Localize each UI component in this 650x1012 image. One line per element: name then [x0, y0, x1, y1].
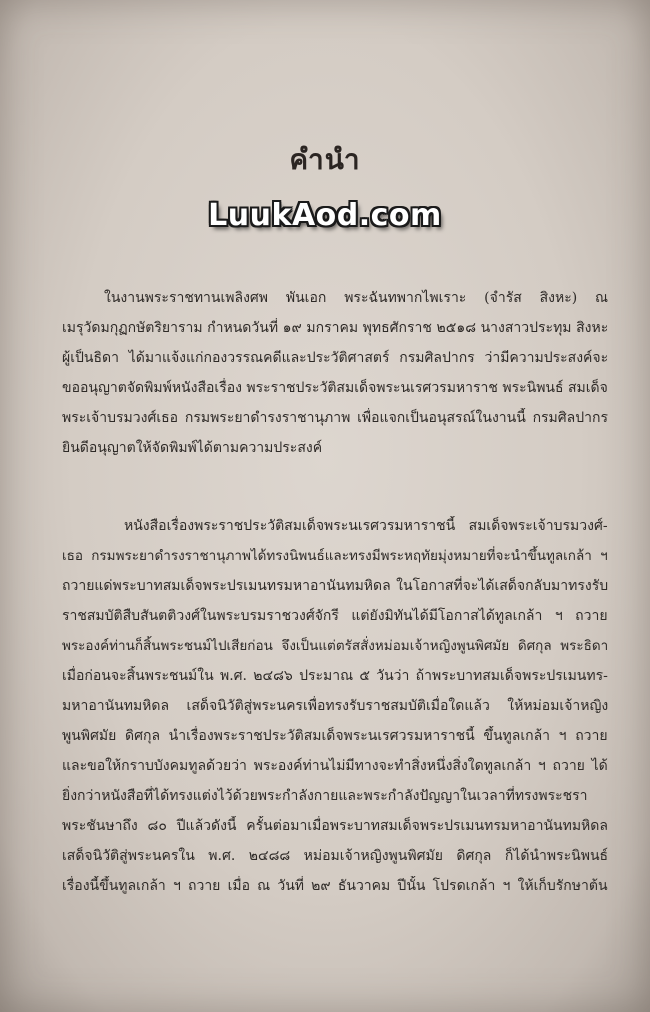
- paragraph-line: เรื่องนี้ขึ้นทูลเกล้า ฯ ถวาย เมื่อ ณ วันที่ ๒๙ ธันวาคม ปีนั้น โปรดเกล้า ฯ ให้เก็บรักษาต้น: [62, 878, 608, 894]
- paragraph-line: พระชันษาถึง ๘๐ ปีแล้วดังนี้ ครั้นต่อมาเมื่อพระบาทสมเด็จพระปรเมนทรมหาอานันทมหิดล: [62, 818, 608, 834]
- paragraph-line: หนังสือเรื่องพระราชประวัติสมเด็จพระนเรศวรมหาราชนี้ สมเด็จพระเจ้าบรมวงศ์-: [124, 518, 608, 534]
- paragraph-line: ราชสมบัติสืบสันตติวงศ์ในพระบรมราชวงศ์จักรี แต่ยังมิทันได้มีโอกาสได้ทูลเกล้า ฯ ถวาย: [62, 608, 608, 624]
- paragraph-line: พูนพิศมัย ดิศกุล นำเรื่องพระราชประวัติสมเด็จพระนเรศวรมหาราชนี้ ขึ้นทูลเกล้า ฯ ถวาย: [62, 728, 608, 744]
- paragraph-line: ขออนุญาตจัดพิมพ์หนังสือเรื่อง พระราชประวัติสมเด็จพระนเรศวรมหาราช พระนิพนธ์ สมเด็จ: [62, 380, 608, 396]
- paragraph-line: เมรุวัดมกุฏกษัตริยาราม กำหนดวันที่ ๑๙ มกราคม พุทธศักราช ๒๕๑๘ นางสาวประทุม สิงหะ: [62, 320, 608, 336]
- paragraph-line: ถวายแด่พระบาทสมเด็จพระปรเมนทรมหาอานันทมหิดล ในโอกาสที่จะได้เสด็จกลับมาทรงรับ: [62, 578, 608, 594]
- page-heading: คำนำ: [289, 143, 361, 176]
- paragraph-line: ยินดีอนุญาตให้จัดพิมพ์ได้ตามความประสงค์: [62, 440, 323, 456]
- paragraph-line: ยิ่งกว่าหนังสือที่ได้ทรงแต่งไว้ด้วยพระกำลังกายและพระกำลังปัญญาในเวลาที่ทรงพระชรา: [62, 788, 588, 804]
- paragraph-line: และขอให้กราบบังคมทูลด้วยว่า พระองค์ท่านไม่มีทางจะทำสิ่งหนึ่งสิ่งใดทูลเกล้า ฯ ถวาย ได้: [62, 758, 608, 774]
- paragraph-line: ในงานพระราชทานเพลิงศพ พันเอก พระฉันทพากไพเราะ (จำรัส สิงหะ) ณ: [104, 290, 608, 306]
- paragraph-line: มหาอานันทมหิดล เสด็จนิวัติสู่พระนครเพื่อทรงรับราชสมบัติเมื่อใดแล้ว ให้หม่อมเจ้าหญิง: [62, 698, 608, 714]
- paragraph-line: ผู้เป็นธิดา ได้มาแจ้งแก่กองวรรณคดีและประวัติศาสตร์ กรมศิลปากร ว่ามีความประสงค์จะ: [62, 350, 608, 366]
- paragraph-line: เมื่อก่อนจะสิ้นพระชนม์ใน พ.ศ. ๒๔๘๖ ประมาณ ๕ วันว่า ถ้าพระบาทสมเด็จพระปรเมนทร-: [62, 668, 608, 684]
- paragraph-line: พระองค์ท่านก็สิ้นพระชนม์ไปเสียก่อน จึงเป็นแต่ตรัสสั่งหม่อมเจ้าหญิงพูนพิศมัย ดิศกุล พระธิดา: [62, 638, 608, 654]
- paragraph-line: เธอ กรมพระยาดำรงราชานุภาพได้ทรงนิพนธ์และทรงมีพระหฤทัยมุ่งหมายที่จะนำขึ้นทูลเกล้า ฯ: [62, 548, 608, 564]
- paragraph-line: เสด็จนิวัติสู่พระนครใน พ.ศ. ๒๔๘๘ หม่อมเจ้าหญิงพูนพิศมัย ดิศกุล ก็ได้นำพระนิพนธ์: [62, 848, 608, 864]
- watermark-logo: LuukAod.com: [208, 198, 442, 233]
- paragraph-line: พระเจ้าบรมวงศ์เธอ กรมพระยาดำรงราชานุภาพ เพื่อแจกเป็นอนุสรณ์ในงานนี้ กรมศิลปากร: [62, 410, 608, 426]
